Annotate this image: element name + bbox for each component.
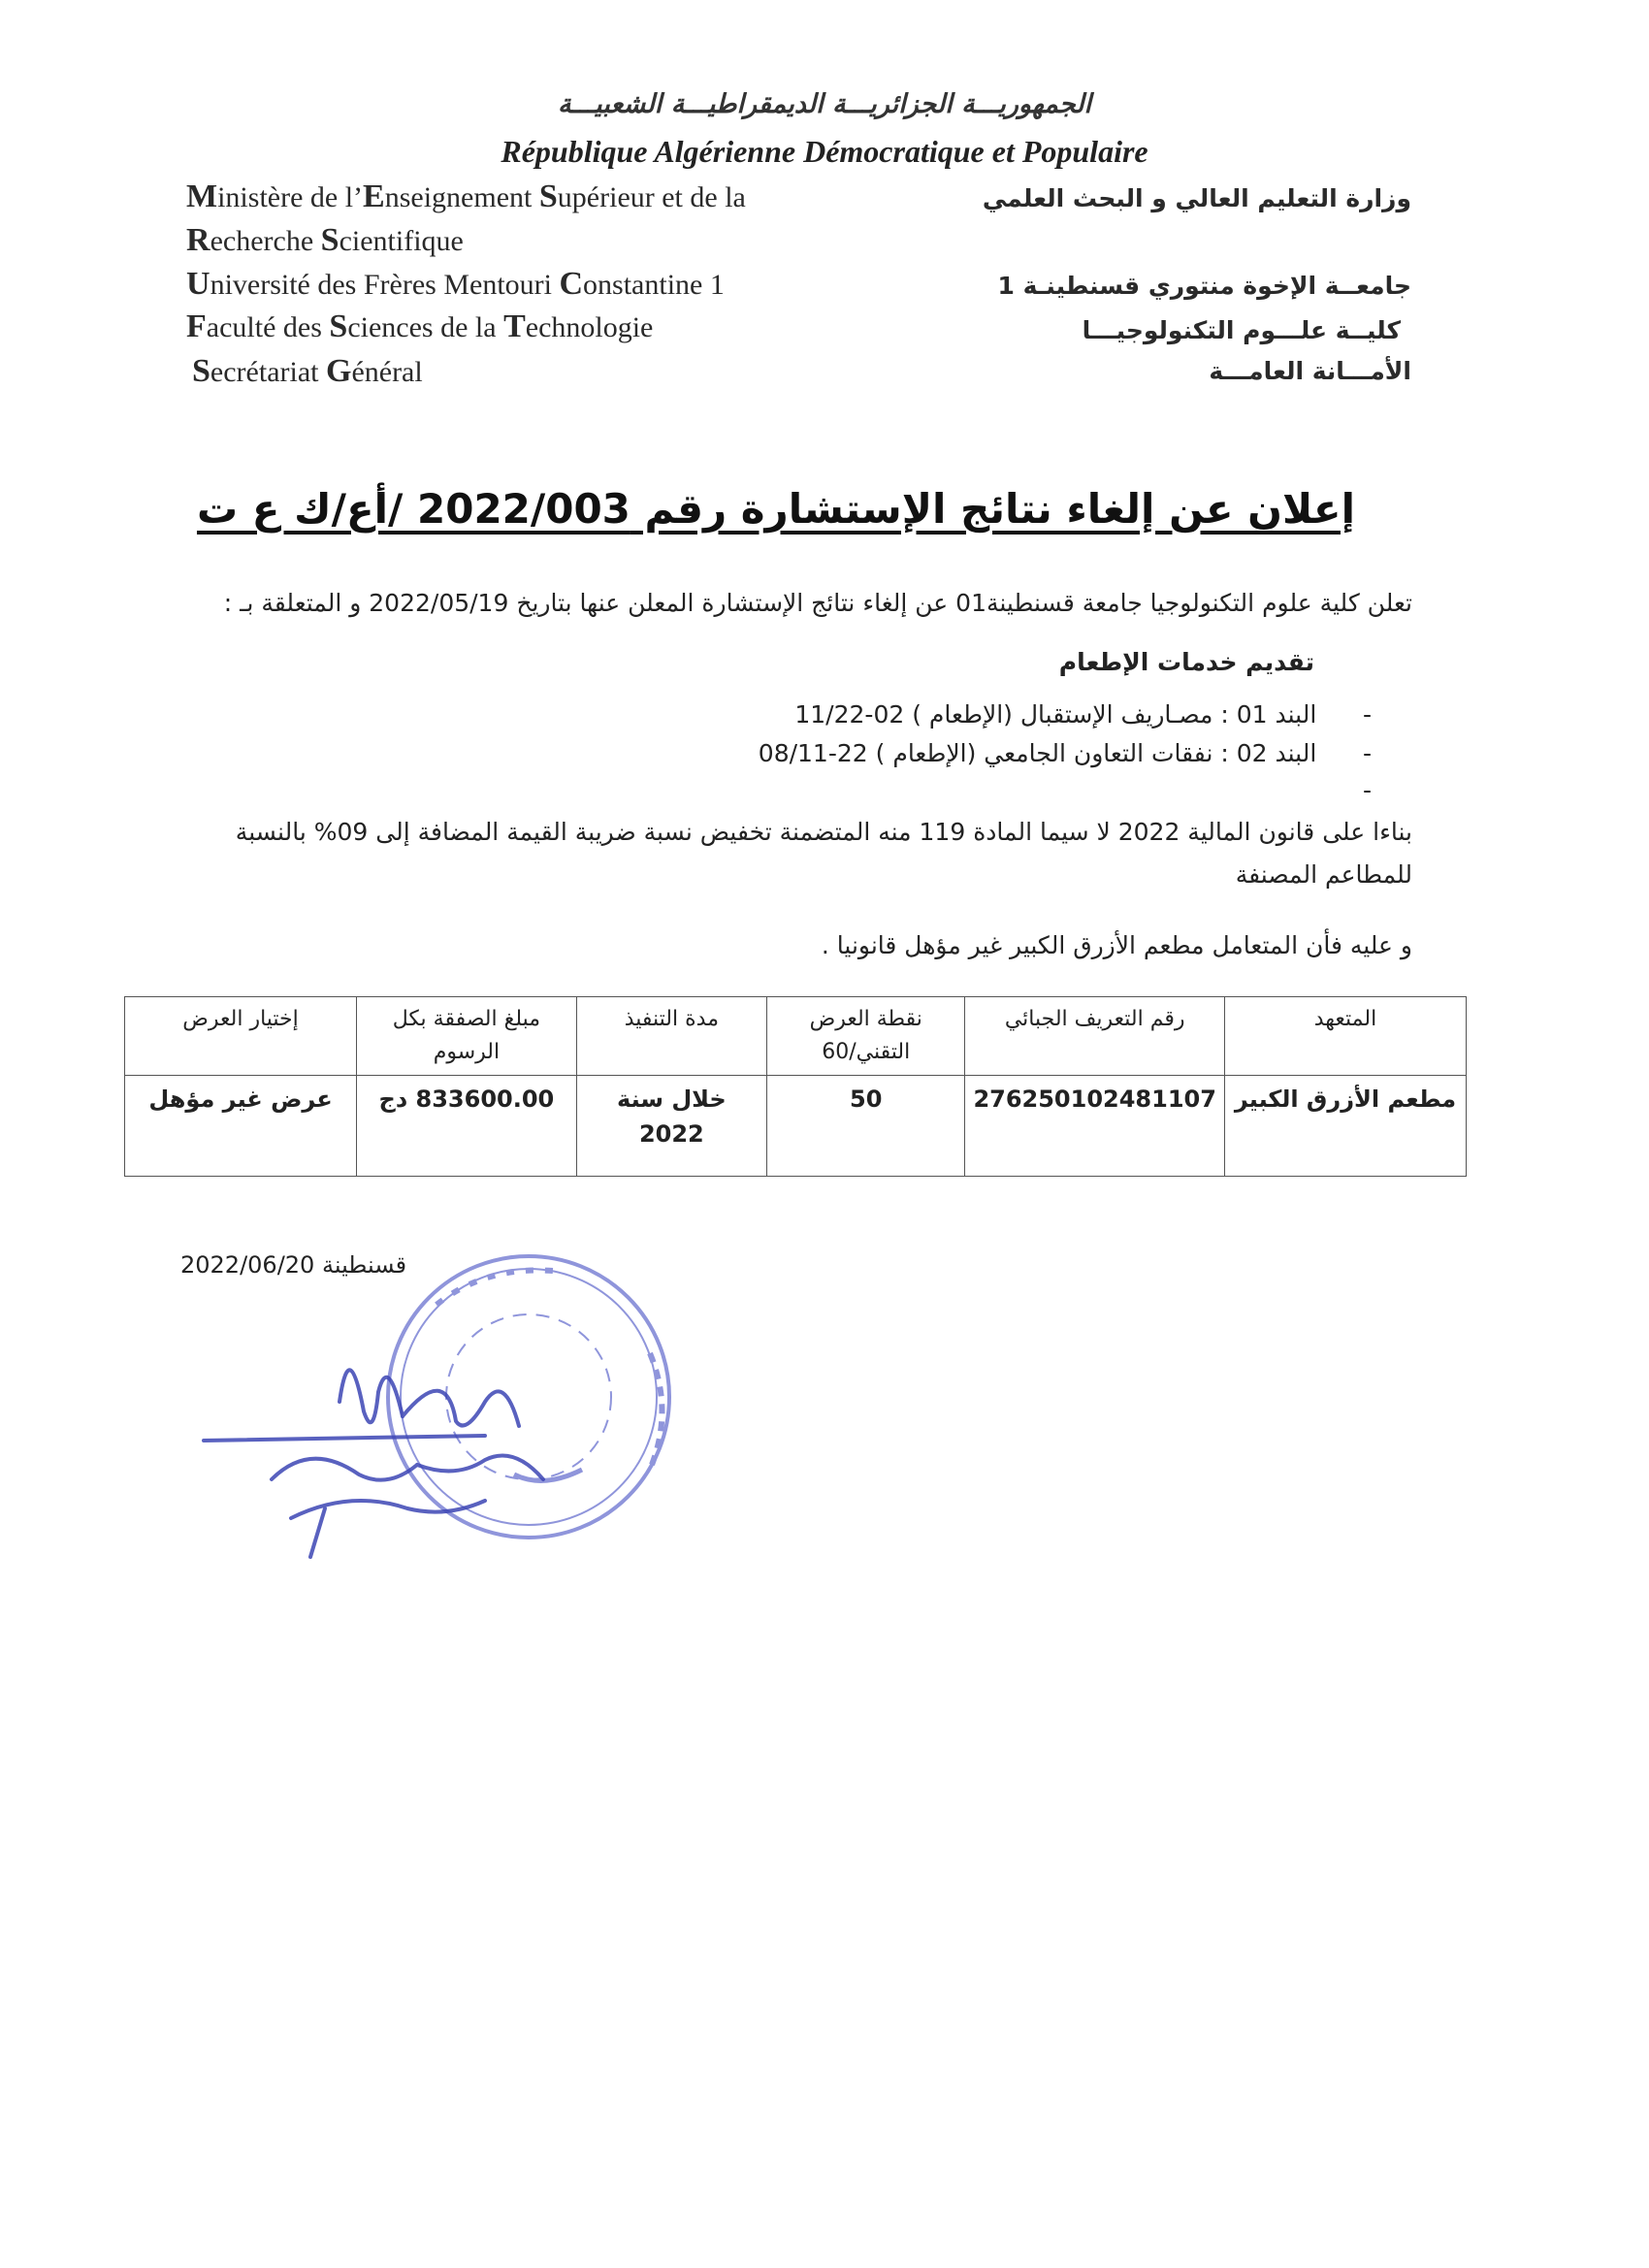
cell-bidder: مطعم الأزرق الكبير: [1224, 1076, 1466, 1177]
cell-tax-id: 276250102481107: [965, 1076, 1225, 1177]
item-row-1: [794, 700, 1372, 729]
item-dash: -: [1362, 700, 1372, 729]
official-stamp-and-signature: [194, 1247, 698, 1596]
ministry-ar-line: وزارة التعليم العالي و البحث العلمي: [982, 184, 1411, 212]
university-fr-line: Université des Frères Mentouri Constantine 1: [186, 266, 725, 302]
secretariat-fr-line: Secrétariat Général: [192, 353, 423, 389]
ministry-fr-line-1: Ministère de l’Enseignement Supérieur et de la: [186, 178, 746, 214]
stamp-outer-ring: [388, 1256, 669, 1538]
header-amount: مبلغ الصفقة بكل الرسوم: [357, 997, 577, 1076]
legal-basis-paragraph: بناءا على قانون المالية 2022 لا سيما المادة 119 منه المتضمنة تخفيض نسبة ضريبة القيمة المضافة إلى 09% بالنسبة للمطاعم المصنفة: [235, 818, 1412, 889]
header-technical-score: نقطة العرض التقني/60: [767, 997, 965, 1076]
document-title: إعلان عن إلغاء نتائج الإستشارة رقم 2022/003 /أ‌ع/ك ع ت: [196, 485, 1356, 533]
item-row-3: [1363, 776, 1372, 804]
stamp-arc-text: [436, 1270, 553, 1305]
service-heading: تقديم خدمات الإطعام: [1058, 648, 1314, 676]
cell-duration: خلال سنة 2022: [576, 1076, 766, 1177]
ministry-fr-line-2: Recherche Scientifique: [186, 222, 464, 258]
item-row-2: [759, 739, 1372, 767]
conclusion-paragraph: و عليه فأن المتعامل مطعم الأزرق الكبير غير مؤهل قانونيا .: [821, 931, 1412, 959]
place-and-date: قسنطينة 2022/06/20: [180, 1251, 407, 1279]
header-republic-arabic: الجمهوريـــة الجزائريـــة الديمقراطيـــة الشعبيـــة: [557, 89, 1092, 119]
stamp-inner-ring: [401, 1269, 657, 1525]
faculty-fr-line: Faculté des Sciences de la Technologie: [186, 308, 654, 344]
item-text: البند 01 : مصـاريف الإستقبال (الإطعام ) 02-11/22: [794, 700, 1317, 729]
faculty-ar-line: كليــة علـــوم التكنولوجيـــا: [1082, 316, 1401, 344]
university-ar-line: جامعــة الإخوة منتوري قسنطينـة 1: [997, 272, 1411, 300]
item-dash: -: [1362, 739, 1372, 767]
table-row: [125, 1076, 1467, 1177]
header-duration: مدة التنفيذ: [576, 997, 766, 1076]
handwritten-signature: [204, 1370, 543, 1557]
header-bidder: المتعهد: [1224, 997, 1466, 1076]
stamp-center-mark: [514, 1470, 582, 1480]
intro-paragraph: تعلن كلية علوم التكنولوجيا جامعة قسنطينة01 عن إلغاء نتائج الإستشارة المعلن عنها بتاريخ 2022/05/19 و المتعلقة بـ :: [223, 589, 1412, 617]
item-text: البند 02 : نفقات التعاون الجامعي (الإطعام ) 22-08/11: [758, 739, 1317, 767]
table-header-row: [125, 997, 1467, 1076]
header-tax-id: رقم التعريف الجبائي: [965, 997, 1225, 1076]
cell-selection: عرض غير مؤهل: [125, 1076, 357, 1177]
offers-table: [124, 996, 1467, 1177]
header-republic-french: République Algérienne Démocratique et Populaire: [501, 134, 1148, 169]
cell-technical-score: 50: [767, 1076, 965, 1177]
item-dash: -: [1362, 776, 1372, 804]
secretariat-ar-line: الأمـــانة العامـــة: [1209, 357, 1411, 385]
header-selection: إختيار العرض: [125, 997, 357, 1076]
cell-amount: 833600.00 دج: [357, 1076, 577, 1177]
stamp-center-ring: [446, 1314, 611, 1479]
